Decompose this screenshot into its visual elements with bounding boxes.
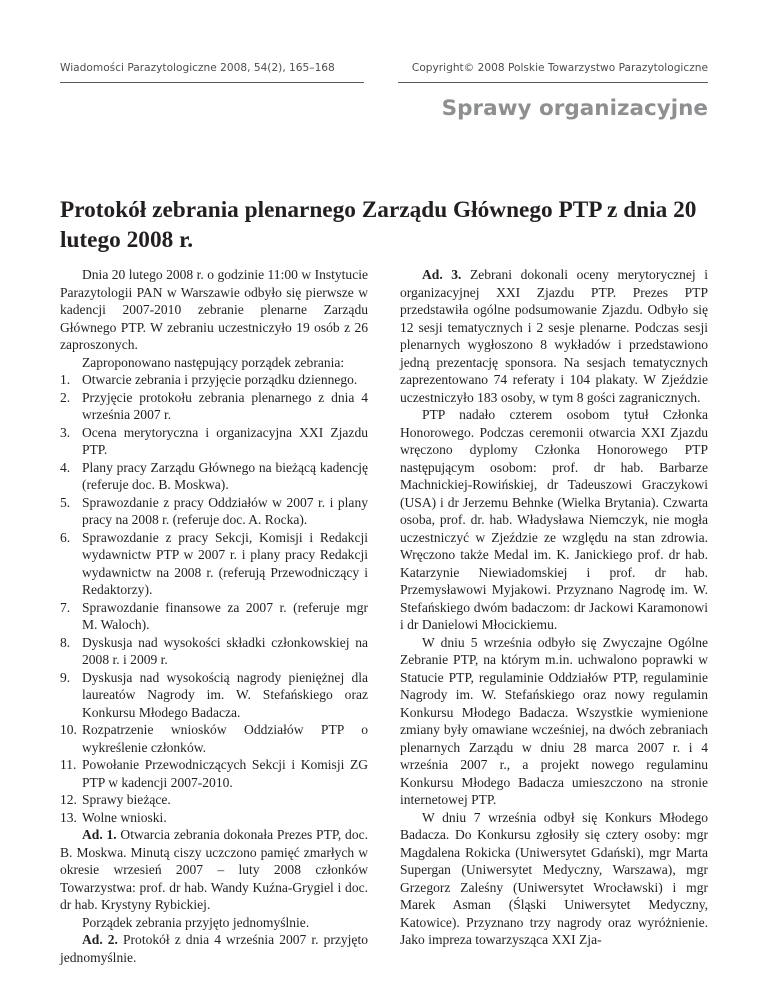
- agenda-item-number: 13.: [60, 809, 77, 825]
- agenda-item-text: Otwarcie zebrania i przyjęcie porządku dziennego.: [82, 372, 358, 387]
- ad2-label: Ad. 2.: [82, 932, 118, 947]
- agenda-item: [60, 389, 368, 424]
- agenda-item: [60, 634, 368, 669]
- ad1-label: Ad. 1.: [82, 827, 117, 842]
- agenda-item-text: Sprawozdanie z pracy Sekcji, Komisji i Redakcji wydawnictw PTP w 2007 r. i plany pracy Redakcji wydawnictw na 2008 r. (referują Przewodniczący i Redaktorzy).: [82, 529, 368, 597]
- agenda-item: [60, 791, 368, 809]
- general-meeting-paragraph: W dniu 5 września odbyło się Zwyczajne Ogólne Zebranie PTP, na którym m.in. uchwalono poprawki w Statucie PTP, regulaminie Oddziałów PTP, regulaminie Nagrody im. W. Stefańskiego oraz nowy regulamin Konkursu Młodego Badacza. Wszystkie wymienione zmiany były omawiane wcześniej, na dwóch zebraniach plenarnych Zarządu w dniu 28 marca 2007 r. i 4 września 2007 r., a projekt nowego regulaminu Konkursu Młodego Badacza umieszczono na stronie internetowej PTP.: [400, 634, 708, 807]
- ad1-paragraph: [60, 826, 368, 914]
- agenda-item: [60, 669, 368, 722]
- agenda-item-text: Powołanie Przewodniczących Sekcji i Komisji ZG PTP w kadencji 2007-2010.: [82, 757, 368, 790]
- agenda-item-text: Dyskusja nad wysokością nagrody pieniężnej dla laureatów Nagrody im. W. Stefańskiego oraz Konkursu Młodego Badacza.: [82, 669, 368, 720]
- agenda-item-text: Sprawozdanie z pracy Oddziałów w 2007 r. i plany pracy na 2008 r. (referuje doc. A. Rocka).: [82, 494, 368, 527]
- agenda-item: [60, 494, 368, 529]
- agenda-list: [60, 371, 368, 826]
- agenda-item-number: 1.: [60, 372, 71, 387]
- header-rule-left: [60, 82, 364, 83]
- agenda-item-number: 4.: [60, 459, 71, 475]
- young-researcher-paragraph: W dniu 7 września odbył się Konkurs Młodego Badacza. Do Konkursu zgłosiły się cztery osoby: mgr Magdalena Rokicka (Uniwersytet Gdański), mgr Marta Supergan (Uniwersytet Medyczny, Warszawa), mgr Grzegorz Zaleśny (Uniwersytet Wrocławski) i mgr Marek Asman (Śląski Uniwersytet Medyczny, Katowice). Przyznano trzy nagrody oraz wyróżnienie. Jako impreza towarzysząca XXI Zja-: [400, 809, 708, 947]
- agenda-item-number: 9.: [60, 669, 71, 685]
- ad3-paragraph: [400, 266, 708, 406]
- ad1-text: Otwarcia zebrania dokonała Prezes PTP, doc. B. Moskwa. Minutą ciszy uczczono pamięć zmarłych w okresie wrzesień 2007 – luty 2008 członków Towarzystwa: prof. dr hab. Wandy Kuźna-Grygiel i doc. dr hab. Krystyny Rybickiej.: [60, 827, 368, 912]
- agenda-item: [60, 529, 368, 599]
- agenda-item-number: 2.: [60, 389, 71, 405]
- ad3-label: Ad. 3.: [422, 267, 462, 282]
- agenda-item-text: Przyjęcie protokołu zebrania plenarnego z dnia 4 września 2007 r.: [82, 389, 368, 422]
- honorary-members-paragraph: PTP nadało czterem osobom tytuł Członka Honorowego. Podczas ceremonii otwarcia XXI Zjazdu wręczono dyplomy Członka Honorowego PTP następującym osobom: prof. dr hab. Barbarze Machnickiej-Rowińskiej, dr Tadeuszowi Graczykowi (USA) i dr Jerzemu Behnke (Wielka Brytania). Czwarta osoba, prof. dr. hab. Władysława Niemczyk, nie mogła uczestniczyć w Zjeździe ze względu na stan zdrowia. Wręczono także Medal im. K. Janickiego prof. dr hab. Katarzynie Niewiadomskiej i prof. dr hab. Przemysławowi Myjakowi. Przyznano Nagrodę im. W. Stefańskiego dwóm badaczom: dr Jackowi Karamonowi i dr Danielowi Młocickiemu.: [400, 407, 708, 632]
- right-column: [400, 266, 708, 949]
- agenda-item-number: 8.: [60, 634, 71, 650]
- agenda-item-text: Sprawy bieżące.: [82, 792, 171, 807]
- agenda-item-text: Ocena merytoryczna i organizacyjna XXI Zjazdu PTP.: [82, 424, 368, 457]
- section-title: Sprawy organizacyjne: [441, 96, 708, 121]
- agenda-item: [60, 424, 368, 459]
- agenda-item: [60, 371, 368, 389]
- intro-paragraph: Dnia 20 lutego 2008 r. o godzinie 11:00 w Instytucie Parazytologii PAN w Warszawie odbyło się pierwsze w kadencji 2007-2010 zebranie plenarne Zarządu Głównego PTP. W zebraniu uczestniczyło 19 osób z 26 zaproszonych.: [60, 267, 368, 352]
- agenda-item-number: 3.: [60, 424, 71, 440]
- agenda-item: [60, 459, 368, 494]
- agenda-item-number: 7.: [60, 599, 71, 615]
- article-title: Protokół zebrania plenarnego Zarządu Głównego PTP z dnia 20 lutego 2008 r.: [60, 196, 697, 253]
- agenda-item-text: Dyskusja nad wysokości składki członkowskiej na 2008 r. i 2009 r.: [82, 634, 368, 667]
- ad3-text: Zebrani dokonali oceny merytorycznej i organizacyjnej XXI Zjazdu PTP. Prezes PTP przedstawiła ogólne podsumowanie Zjazdu. Odbyło się 12 sesji tematycznych i 2 sesje plenarne. Podczas sesji plenarnych wygłoszono 8 wykładów i przedstawiono jedną prezentację sponsora. Na sesjach tematycznych zaprezentowano 74 referaty i 104 plakaty. W Zjeździe uczestniczyło 183 osoby, w tym 8 gości zagranicznych.: [400, 267, 708, 405]
- ad2-paragraph: [60, 931, 368, 966]
- agenda-intro: Zaproponowano następujący porządek zebrania:: [82, 354, 345, 370]
- running-header-copyright: Copyright© 2008 Polskie Towarzystwo Parazytologiczne: [411, 62, 708, 74]
- agenda-item: [60, 599, 368, 634]
- ad1-after-paragraph: Porządek zebrania przyjęto jednomyślnie.: [82, 914, 310, 930]
- agenda-item: [60, 756, 368, 791]
- ad2-text: Protokół z dnia 4 września 2007 r. przyjęto jednomyślnie.: [60, 932, 368, 965]
- agenda-item-number: 12.: [60, 792, 77, 807]
- agenda-item-text: Sprawozdanie finansowe za 2007 r. (referuje mgr M. Waloch).: [82, 599, 368, 632]
- left-column: [60, 266, 368, 966]
- agenda-item-text: Wolne wnioski.: [82, 809, 167, 825]
- agenda-item-number: 11.: [60, 757, 77, 772]
- agenda-item: [60, 809, 368, 827]
- running-header-journal: Wiadomości Parazytologiczne 2008, 54(2), 165–168: [60, 62, 335, 74]
- agenda-item-text: Rozpatrzenie wniosków Oddziałów PTP o wykreślenie członków.: [82, 722, 368, 755]
- agenda-item: [60, 721, 368, 756]
- agenda-item-number: 6.: [60, 529, 71, 545]
- header-rule-right: [398, 82, 708, 83]
- agenda-item-number: 10.: [60, 722, 77, 737]
- agenda-item-number: 5.: [60, 494, 71, 510]
- agenda-item-text: Plany pracy Zarządu Głównego na bieżącą kadencję (referuje doc. B. Moskwa).: [82, 459, 368, 492]
